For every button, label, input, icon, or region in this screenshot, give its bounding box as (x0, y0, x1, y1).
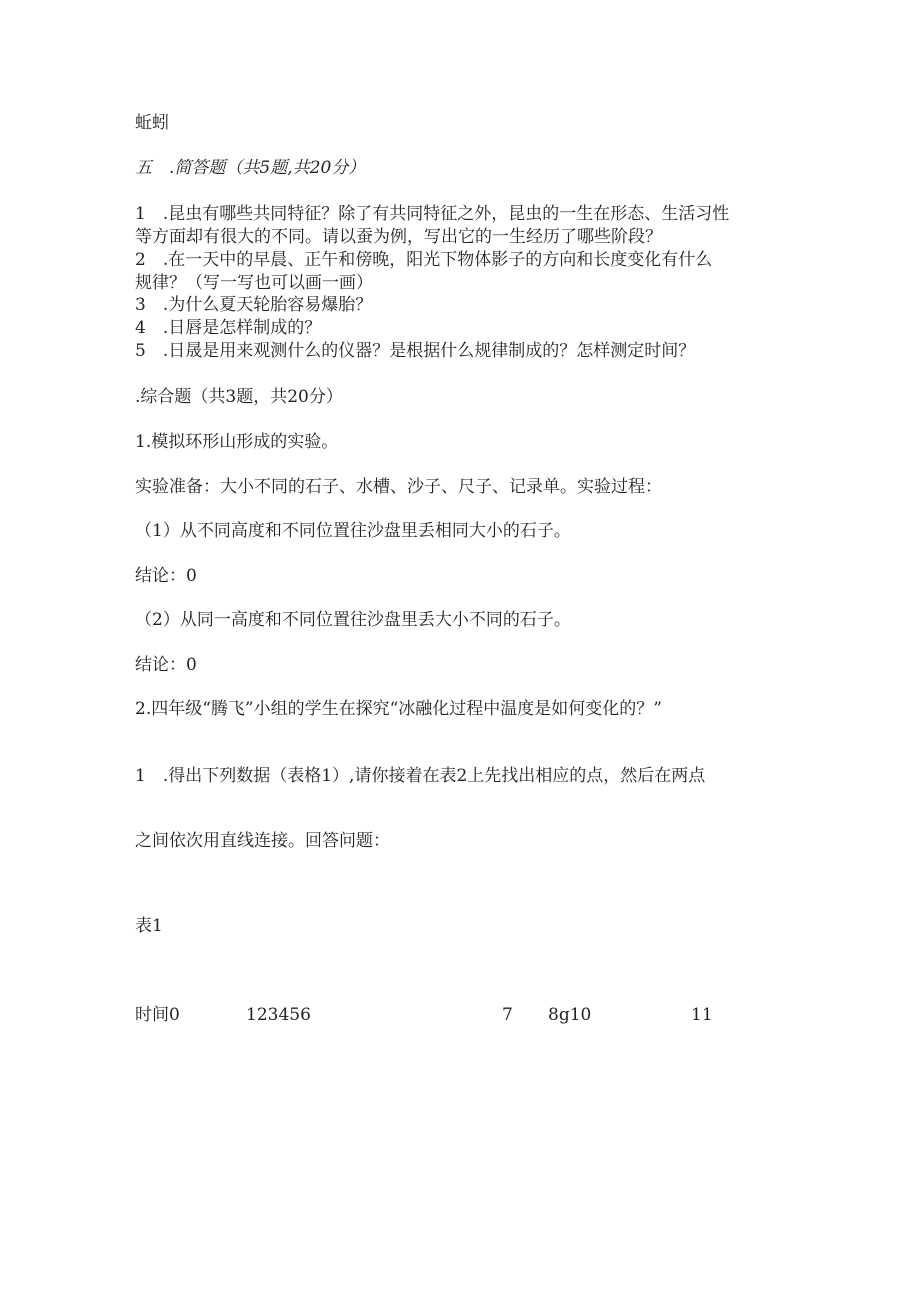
top-word: 蚯蚓 (135, 113, 169, 133)
question-4: 4 .日唇是怎样制成的？ (135, 318, 322, 338)
question-2-line-2: 规律？（写一写也可以画一画） (135, 273, 373, 293)
table-cell-4: 11 (691, 1005, 713, 1025)
table-cell-header: 时间0 (135, 1005, 180, 1025)
q1-title: 1.模拟环形山形成的实验。 (135, 432, 339, 452)
q2-sub-1-line-2: 之间依次用直线连接。回答问题： (135, 831, 390, 851)
q2-sub-1-line-1: 1 .得出下列数据（表格1）,请你接着在表2上先找出相应的点，然后在两点 (135, 766, 706, 786)
question-3: 3 .为什么夏天轮胎容易爆胎？ (135, 295, 373, 315)
table-cell-1: 123456 (246, 1005, 311, 1025)
question-1-line-1: 1 .昆虫有哪些共同特征？除了有共同特征之外，昆虫的一生在形态、生活习性 (135, 204, 730, 224)
q2-title: 2.四年级“腾飞”小组的学生在探究“冰融化过程中温度是如何变化的？” (135, 699, 662, 719)
q1-preparation: 实验准备：大小不同的石子、水槽、沙子、尺子、记录单。实验过程： (135, 477, 662, 497)
section-6-heading: .综合题（共3题，共20分） (135, 387, 343, 407)
table-cell-3: 8g10 (548, 1005, 592, 1025)
q1-step-1: （1）从不同高度和不同位置往沙盘里丢相同大小的石子。 (135, 521, 571, 541)
q1-conclusion-1: 结论：0 (135, 566, 197, 586)
section-5-heading: 五 .简答题（共5题,共20分） (135, 158, 366, 178)
question-2-line-1: 2 .在一天中的早晨、正午和傍晚，阳光下物体影子的方向和长度变化有什么 (135, 250, 713, 270)
question-5: 5 .日晟是用来观测什么的仪器？是根据什么规律制成的？怎样测定时间？ (135, 341, 696, 361)
q1-step-2: （2）从同一高度和不同位置往沙盘里丢大小不同的石子。 (135, 610, 571, 630)
table-label: 表1 (135, 916, 163, 936)
q1-conclusion-2: 结论：0 (135, 655, 197, 675)
question-1-line-2: 等方面却有很大的不同。请以蚕为例，写出它的一生经历了哪些阶段？ (135, 227, 662, 247)
table-cell-2: 7 (502, 1005, 513, 1025)
